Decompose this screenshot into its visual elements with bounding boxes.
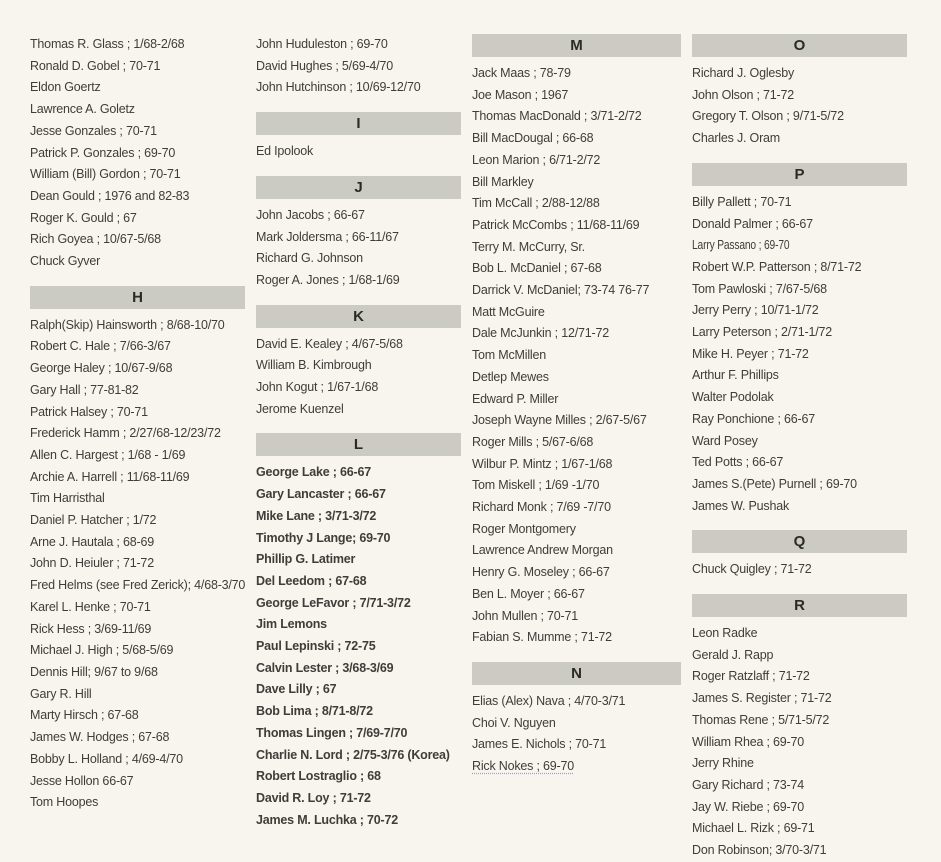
roster-entry: Ray Ponchione ; 66-67 — [692, 411, 815, 426]
roster-entry: Bill Markley — [472, 174, 534, 189]
section-header-i: I — [256, 112, 461, 135]
roster-entry: Calvin Lester ; 3/68-3/69 — [256, 660, 394, 675]
roster-entry: Thomas MacDonald ; 3/71-2/72 — [472, 109, 642, 124]
roster-entry: Arthur F. Phillips — [692, 368, 779, 383]
roster-entry: Roger A. Jones ; 1/68-1/69 — [256, 272, 400, 287]
roster-entry: Roger K. Gould ; 67 — [30, 210, 137, 225]
roster-entry: Thomas Rene ; 5/71-5/72 — [692, 712, 830, 727]
section-header-p: P — [692, 163, 907, 186]
roster-entry: Charlie N. Lord ; 2/75-3/76 (Korea) — [256, 747, 450, 762]
roster-entry: Larry Peterson ; 2/71-1/72 — [692, 325, 833, 340]
roster-entry: Larry Passano ; 69-70 — [692, 238, 790, 253]
roster-entry: John Jacobs ; 66-67 — [256, 207, 365, 222]
roster-column-4 — [692, 34, 907, 862]
roster-entry: William Rhea ; 69-70 — [692, 734, 805, 749]
roster-entry: Patrick P. Gonzales ; 69-70 — [30, 145, 176, 160]
roster-entry: Phillip G. Latimer — [256, 552, 356, 567]
roster-entry: Eldon Goertz — [30, 80, 101, 95]
roster-entry: Gregory T. Olson ; 9/71-5/72 — [692, 109, 844, 124]
section-header-m: M — [472, 34, 681, 57]
roster-entry: Roger Montgomery — [472, 521, 576, 536]
roster-entry: James W. Hodges ; 67-68 — [30, 730, 170, 745]
roster-entry: Jesse Gonzales ; 70-71 — [30, 123, 157, 138]
section-header-l: L — [256, 433, 461, 456]
roster-entry: Michael J. High ; 5/68-5/69 — [30, 643, 174, 658]
roster-entry: Dennis Hill; 9/67 to 9/68 — [30, 664, 158, 679]
roster-entry: Dave Lilly ; 67 — [256, 682, 337, 697]
roster-entry: Ralph(Skip) Hainsworth ; 8/68-10/70 — [30, 317, 225, 332]
section-header-o: O — [692, 34, 907, 57]
section-h — [30, 286, 245, 814]
roster-entry: Rick Nokes ; 69-70 — [472, 759, 574, 774]
roster-column-1 — [30, 34, 245, 862]
roster-entry: Robert W.P. Patterson ; 8/71-72 — [692, 259, 862, 274]
section-i — [256, 112, 461, 163]
roster-column-2 — [256, 34, 461, 862]
roster-entry: George Lake ; 66-67 — [256, 465, 372, 480]
roster-entry: Robert C. Hale ; 7/66-3/67 — [30, 339, 171, 354]
roster-entry: Gerald J. Rapp — [692, 647, 774, 662]
roster-entry: Frederick Hamm ; 2/27/68-12/23/72 — [30, 426, 221, 441]
roster-entry: Tim McCall ; 2/88-12/88 — [472, 196, 600, 211]
section-header-n: N — [472, 662, 681, 685]
roster-entry: Edward P. Miller — [472, 391, 559, 406]
section-continued — [30, 34, 245, 273]
roster-entry: Timothy J Lange; 69-70 — [256, 530, 391, 545]
roster-entry: Ed Ipolook — [256, 144, 314, 159]
section-continued — [256, 34, 461, 99]
section-header-r: R — [692, 594, 907, 617]
roster-entry: Choi V. Nguyen — [472, 715, 556, 730]
roster-entry: Fred Helms (see Fred Zerick); 4/68-3/70 — [30, 578, 246, 593]
roster-entry: Richard G. Johnson — [256, 251, 363, 266]
roster-entry: James E. Nichols ; 70-71 — [472, 737, 607, 752]
roster-entry: Bob L. McDaniel ; 67-68 — [472, 261, 602, 276]
roster-entry: Lawrence A. Goletz — [30, 102, 135, 117]
roster-entry: Roger Mills ; 5/67-6/68 — [472, 434, 594, 449]
roster-entry: James W. Pushak — [692, 498, 790, 513]
roster-entry: Tom Pawloski ; 7/67-5/68 — [692, 281, 827, 296]
roster-entry: Archie A. Harrell ; 11/68-11/69 — [30, 469, 190, 484]
roster-entry: Leon Radke — [692, 626, 758, 641]
roster-entry: Ward Posey — [692, 433, 758, 448]
section-n — [472, 662, 681, 778]
roster-entry: Terry M. McCurry, Sr. — [472, 239, 585, 254]
roster-entry: Donald Palmer ; 66-67 — [692, 216, 813, 231]
roster-entry: Billy Pallett ; 70-71 — [692, 194, 792, 209]
roster-entry: Allen C. Hargest ; 1/68 - 1/69 — [30, 447, 186, 462]
section-header-h: H — [30, 286, 245, 309]
roster-entry: Walter Podolak — [692, 390, 774, 405]
roster-entry: Chuck Gyver — [30, 254, 101, 269]
section-header-q: Q — [692, 530, 907, 553]
roster-entry: John Mullen ; 70-71 — [472, 608, 578, 623]
roster-entry: Patrick McCombs ; 11/68-11/69 — [472, 217, 640, 232]
roster-entry: Leon Marion ; 6/71-2/72 — [472, 152, 601, 167]
section-l — [256, 433, 461, 831]
roster-entry: Don Robinson; 3/70-3/71 — [692, 843, 827, 858]
roster-entry: David R. Loy ; 71-72 — [256, 790, 371, 805]
roster-entry: Jerry Perry ; 10/71-1/72 — [692, 303, 819, 318]
roster-entry: Bill MacDougal ; 66-68 — [472, 131, 594, 146]
roster-entry: Rich Goyea ; 10/67-5/68 — [30, 232, 161, 247]
roster-entry: Thomas Lingen ; 7/69-7/70 — [256, 725, 408, 740]
roster-entry: George Haley ; 10/67-9/68 — [30, 361, 173, 376]
roster-entry: Tim Harristhal — [30, 491, 105, 506]
roster-entry: Richard Monk ; 7/69 -7/70 — [472, 500, 611, 515]
roster-column-3 — [472, 34, 681, 862]
section-k — [256, 305, 461, 421]
roster-entry: Thomas R. Glass ; 1/68-2/68 — [30, 37, 185, 51]
roster-entry: Jim Lemons — [256, 617, 327, 632]
roster-entry: Marty Hirsch ; 67-68 — [30, 708, 139, 723]
roster-entry: Jesse Hollon 66-67 — [30, 773, 134, 788]
roster-entry: John Kogut ; 1/67-1/68 — [256, 380, 379, 395]
roster-entry: Bob Lima ; 8/71-8/72 — [256, 704, 373, 719]
roster-entry: Mike Lane ; 3/71-3/72 — [256, 508, 377, 523]
roster-entry: Jerome Kuenzel — [256, 401, 344, 416]
roster-entry: Richard J. Oglesby — [692, 66, 794, 80]
roster-entry: Detlep Mewes — [472, 369, 549, 384]
roster-entry: John Hutchinson ; 10/69-12/70 — [256, 80, 421, 95]
section-m — [472, 34, 681, 649]
roster-entry: Tom Hoopes — [30, 795, 99, 810]
roster-entry: Robert Lostraglio ; 68 — [256, 769, 381, 784]
roster-entry: Jerry Rhine — [692, 756, 754, 771]
roster-entry: Gary R. Hill — [30, 686, 92, 701]
roster-entry: James M. Luchka ; 70-72 — [256, 812, 398, 827]
roster-entry: David E. Kealey ; 4/67-5/68 — [256, 336, 403, 351]
section-r — [692, 594, 907, 862]
section-header-j: J — [256, 176, 461, 199]
roster-entry: Michael L. Rizk ; 69-71 — [692, 821, 815, 836]
roster-entry: Joe Mason ; 1967 — [472, 87, 569, 102]
roster-entry: Jay W. Riebe ; 69-70 — [692, 799, 805, 814]
roster-entry: Tom McMillen — [472, 348, 546, 363]
roster-entry: Gary Lancaster ; 66-67 — [256, 487, 386, 502]
roster-entry: Gary Hall ; 77-81-82 — [30, 382, 139, 397]
roster-entry: Bobby L. Holland ; 4/69-4/70 — [30, 751, 183, 766]
roster-entry: Rick Hess ; 3/69-11/69 — [30, 621, 152, 636]
roster-entry: Del Leedom ; 67-68 — [256, 573, 367, 588]
roster-entry: Mark Joldersma ; 66-11/67 — [256, 229, 399, 244]
roster-entry: George LeFavor ; 7/71-3/72 — [256, 595, 411, 610]
roster-entry: David Hughes ; 5/69-4/70 — [256, 58, 393, 73]
roster-entry: Fabian S. Mumme ; 71-72 — [472, 630, 612, 645]
roster-entry: Patrick Halsey ; 70-71 — [30, 404, 148, 419]
roster-entry: Ronald D. Gobel ; 70-71 — [30, 58, 161, 73]
roster-entry: William B. Kimbrough — [256, 358, 372, 373]
roster-entry: Dale McJunkin ; 12/71-72 — [472, 326, 609, 341]
roster-entry: Gary Richard ; 73-74 — [692, 777, 805, 792]
roster-entry: Wilbur P. Mintz ; 1/67-1/68 — [472, 456, 613, 471]
section-header-k: K — [256, 305, 461, 328]
roster-entry: John D. Heiuler ; 71-72 — [30, 556, 154, 571]
roster-entry: William (Bill) Gordon ; 70-71 — [30, 167, 181, 182]
section-p — [692, 163, 907, 518]
roster-entry: Henry G. Moseley ; 66-67 — [472, 565, 610, 580]
roster-entry: Karel L. Henke ; 70-71 — [30, 599, 151, 614]
roster-entry: Ted Potts ; 66-67 — [692, 455, 784, 470]
roster-entry: Chuck Quigley ; 71-72 — [692, 562, 812, 577]
roster-entry: Paul Lepinski ; 72-75 — [256, 639, 376, 654]
roster-entry: Dean Gould ; 1976 and 82-83 — [30, 188, 190, 203]
section-q — [692, 530, 907, 581]
section-o — [692, 34, 907, 150]
roster-entry: Elias (Alex) Nava ; 4/70-3/71 — [472, 693, 626, 708]
roster-entry: Joseph Wayne Milles ; 2/67-5/67 — [472, 413, 647, 428]
roster-entry: Charles J. Oram — [692, 131, 780, 146]
roster-entry: James S. Register ; 71-72 — [692, 691, 832, 706]
roster-entry: Jack Maas ; 78-79 — [472, 66, 571, 80]
roster-entry: John Olson ; 71-72 — [692, 87, 795, 102]
roster-entry: John Huduleston ; 69-70 — [256, 37, 388, 51]
roster-entry: Darrick V. McDaniel; 73-74 76-77 — [472, 283, 650, 298]
section-j — [256, 176, 461, 292]
roster-entry: Daniel P. Hatcher ; 1/72 — [30, 513, 157, 528]
roster-entry: Matt McGuire — [472, 304, 545, 319]
roster-entry: James S.(Pete) Purnell ; 69-70 — [692, 476, 857, 491]
roster-entry: Arne J. Hautala ; 68-69 — [30, 534, 154, 549]
roster-entry: Mike H. Peyer ; 71-72 — [692, 346, 809, 361]
roster-entry: Roger Ratzlaff ; 71-72 — [692, 669, 810, 684]
roster-entry: Lawrence Andrew Morgan — [472, 543, 613, 558]
roster-entry: Tom Miskell ; 1/69 -1/70 — [472, 478, 600, 493]
roster-entry: Ben L. Moyer ; 66-67 — [472, 586, 585, 601]
